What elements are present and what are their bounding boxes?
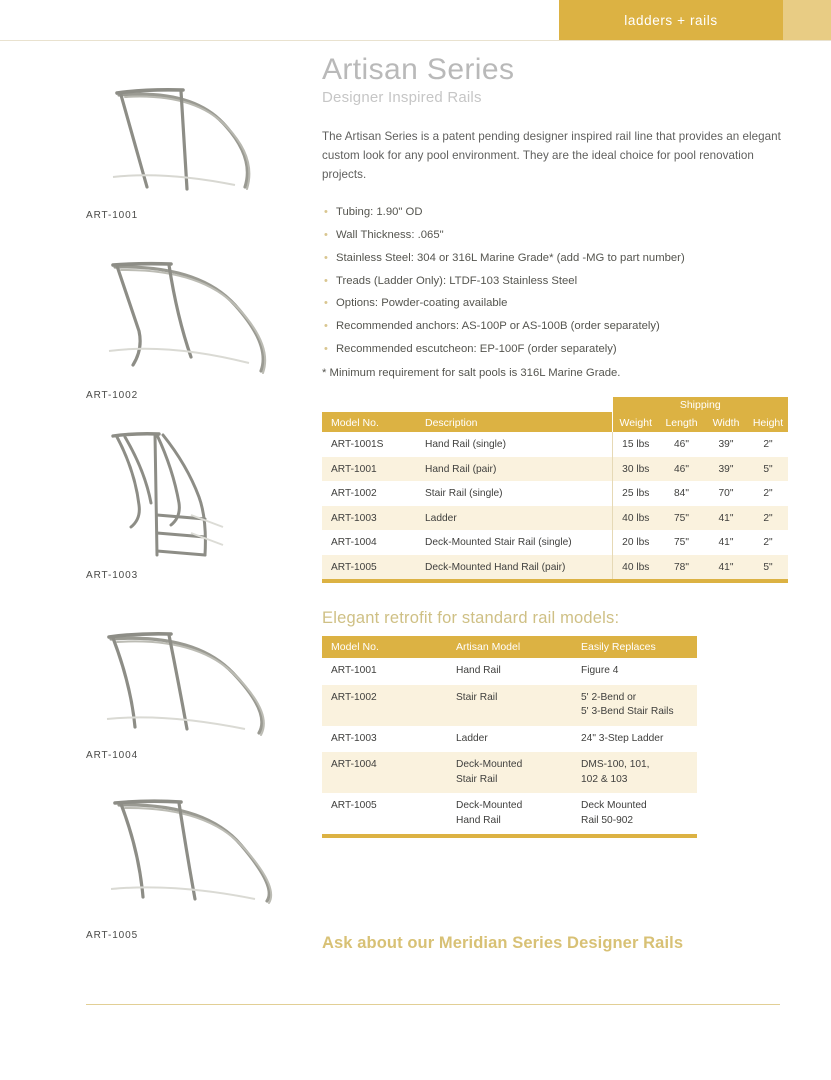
cell-height: 2": [748, 530, 788, 555]
cell-height: 5": [748, 555, 788, 580]
spec-item: [322, 315, 792, 338]
cell-easily-replaces: DMS-100, 101, 102 & 103: [572, 752, 697, 793]
deck-mounted-hand-rail-illustration: [95, 779, 280, 919]
specifications-table: [322, 397, 788, 583]
spec-text: Wall Thickness: .065": [336, 228, 444, 241]
product-caption: ART-1005: [86, 930, 139, 941]
column-header-artisan-model: Artisan Model: [447, 636, 572, 658]
table-bottom-rule: [322, 579, 788, 583]
bullet-icon: •: [324, 343, 328, 356]
cell-artisan-model: Deck-Mounted Hand Rail: [447, 793, 572, 834]
cell-artisan-model: Stair Rail: [447, 685, 572, 726]
call-to-action: Ask about our Meridian Series Designer Rails: [322, 934, 684, 953]
cell-model: ART-1005: [322, 555, 416, 580]
cell-width: 39": [704, 432, 748, 457]
cell-width: 70": [704, 481, 748, 506]
intro-paragraph: The Artisan Series is a patent pending designer inspired rail line that provides an elegant custom look for any pool environment. They are the ideal choice for pool renovation projects.: [322, 130, 781, 181]
table-row: [322, 481, 788, 506]
cell-easily-replaces: Deck Mounted Rail 50-902: [572, 793, 697, 834]
cell-model: ART-1004: [322, 530, 416, 555]
column-header-model: Model No.: [322, 412, 416, 432]
column-header-description: Description: [416, 412, 612, 432]
footer-divider: [86, 1004, 780, 1005]
specs-list: [322, 201, 792, 384]
spec-text: Recommended anchors: AS-100P or AS-100B (order separately): [336, 320, 660, 333]
spec-item: [322, 338, 792, 361]
cell-length: 78": [659, 555, 704, 580]
bullet-icon: •: [324, 228, 328, 241]
spec-text: Treads (Ladder Only): LTDF-103 Stainless Steel: [336, 274, 578, 287]
cell-length: 46": [659, 432, 704, 457]
header-divider: [0, 40, 831, 41]
retrofit-table: [322, 636, 697, 838]
cell-easily-replaces: 24" 3-Step Ladder: [572, 726, 697, 752]
product-caption: ART-1004: [86, 750, 139, 761]
spec-text: Stainless Steel: 304 or 316L Marine Grade* (add -MG to part number): [336, 251, 685, 264]
cell-model: ART-1001: [322, 658, 447, 684]
product-caption: ART-1002: [86, 390, 139, 401]
retrofit-heading: Elegant retrofit for standard rail models:: [322, 609, 620, 628]
bullet-icon: •: [324, 251, 328, 264]
column-header-weight: Weight: [612, 412, 659, 432]
cell-description: Stair Rail (single): [416, 481, 612, 506]
cell-description: Deck-Mounted Stair Rail (single): [416, 530, 612, 555]
specs-footnote: * Minimum requirement for salt pools is 316L Marine Grade.: [322, 367, 621, 380]
cell-height: 5": [748, 457, 788, 482]
page-title: Artisan Series: [322, 53, 515, 86]
table-row: [322, 530, 788, 555]
cell-description: Hand Rail (single): [416, 432, 612, 457]
table-row: [322, 457, 788, 482]
section-tab-label: ladders + rails: [624, 12, 718, 28]
deck-mounted-stair-rail-illustration: [95, 599, 280, 739]
cell-model: ART-1003: [322, 726, 447, 752]
product-image-column: [0, 55, 300, 955]
product-figure: [0, 55, 300, 235]
table-header-row: [322, 412, 788, 432]
cell-model: ART-1003: [322, 506, 416, 531]
group-spacer: [416, 397, 612, 412]
bullet-icon: •: [324, 274, 328, 287]
cell-length: 84": [659, 481, 704, 506]
cell-weight: 25 lbs: [612, 481, 659, 506]
cell-artisan-model: Hand Rail: [447, 658, 572, 684]
column-header-model: Model No.: [322, 636, 447, 658]
main-content: [322, 52, 792, 953]
column-header-length: Length: [659, 412, 704, 432]
shipping-group-header: Shipping: [612, 397, 788, 412]
table-header-row: [322, 636, 697, 658]
product-caption: ART-1003: [86, 570, 139, 581]
bullet-icon: •: [324, 205, 328, 218]
spec-item: [322, 201, 792, 224]
table-row: [322, 726, 697, 752]
stair-rail-illustration: [95, 239, 280, 379]
page-header-strip: [0, 0, 831, 40]
spec-text: Recommended escutcheon: EP-100F (order separately): [336, 343, 617, 356]
table-group-header-row: [322, 397, 788, 412]
table-row: [322, 793, 697, 834]
spec-text: Options: Powder-coating available: [336, 297, 508, 310]
cell-weight: 40 lbs: [612, 506, 659, 531]
spec-item: [322, 292, 792, 315]
header-accent-block: [780, 0, 831, 40]
product-figure: [0, 595, 300, 775]
cell-width: 41": [704, 506, 748, 531]
hand-rail-illustration: [95, 59, 280, 199]
table-row: [322, 506, 788, 531]
cell-width: 39": [704, 457, 748, 482]
table-row: [322, 658, 697, 684]
cell-description: Hand Rail (pair): [416, 457, 612, 482]
cell-width: 41": [704, 555, 748, 580]
product-caption: ART-1001: [86, 210, 139, 221]
cell-weight: 20 lbs: [612, 530, 659, 555]
spec-item: [322, 270, 792, 293]
table-row: [322, 432, 788, 457]
page-subtitle: Designer Inspired Rails: [322, 89, 482, 107]
section-tab-ladders-rails[interactable]: [559, 0, 783, 40]
cell-model: ART-1002: [322, 685, 447, 726]
cell-artisan-model: Ladder: [447, 726, 572, 752]
cell-artisan-model: Deck-Mounted Stair Rail: [447, 752, 572, 793]
cell-easily-replaces: 5' 2-Bend or 5' 3-Bend Stair Rails: [572, 685, 697, 726]
cell-length: 46": [659, 457, 704, 482]
cell-height: 2": [748, 506, 788, 531]
column-header-easily-replaces: Easily Replaces: [572, 636, 697, 658]
cell-weight: 40 lbs: [612, 555, 659, 580]
spec-item: [322, 224, 792, 247]
bullet-icon: •: [324, 297, 328, 310]
group-spacer: [322, 397, 416, 412]
cell-model: ART-1004: [322, 752, 447, 793]
cell-description: Ladder: [416, 506, 612, 531]
spec-text: Tubing: 1.90" OD: [336, 205, 423, 218]
cell-weight: 15 lbs: [612, 432, 659, 457]
table-row: [322, 555, 788, 580]
table-row: [322, 685, 697, 726]
product-figure: [0, 415, 300, 595]
column-header-width: Width: [704, 412, 748, 432]
product-figure: [0, 235, 300, 415]
cell-model: ART-1001S: [322, 432, 416, 457]
column-header-height: Height: [748, 412, 788, 432]
cell-length: 75": [659, 530, 704, 555]
bullet-icon: •: [324, 320, 328, 333]
cell-height: 2": [748, 432, 788, 457]
ladder-illustration: [95, 419, 280, 559]
cell-easily-replaces: Figure 4: [572, 658, 697, 684]
cell-width: 41": [704, 530, 748, 555]
product-figure: [0, 775, 300, 955]
table-row: [322, 752, 697, 793]
cell-description: Deck-Mounted Hand Rail (pair): [416, 555, 612, 580]
cell-model: ART-1005: [322, 793, 447, 834]
cell-weight: 30 lbs: [612, 457, 659, 482]
cell-model: ART-1001: [322, 457, 416, 482]
spec-item: [322, 247, 792, 270]
table-bottom-rule: [322, 834, 697, 838]
cell-model: ART-1002: [322, 481, 416, 506]
cell-height: 2": [748, 481, 788, 506]
cell-length: 75": [659, 506, 704, 531]
